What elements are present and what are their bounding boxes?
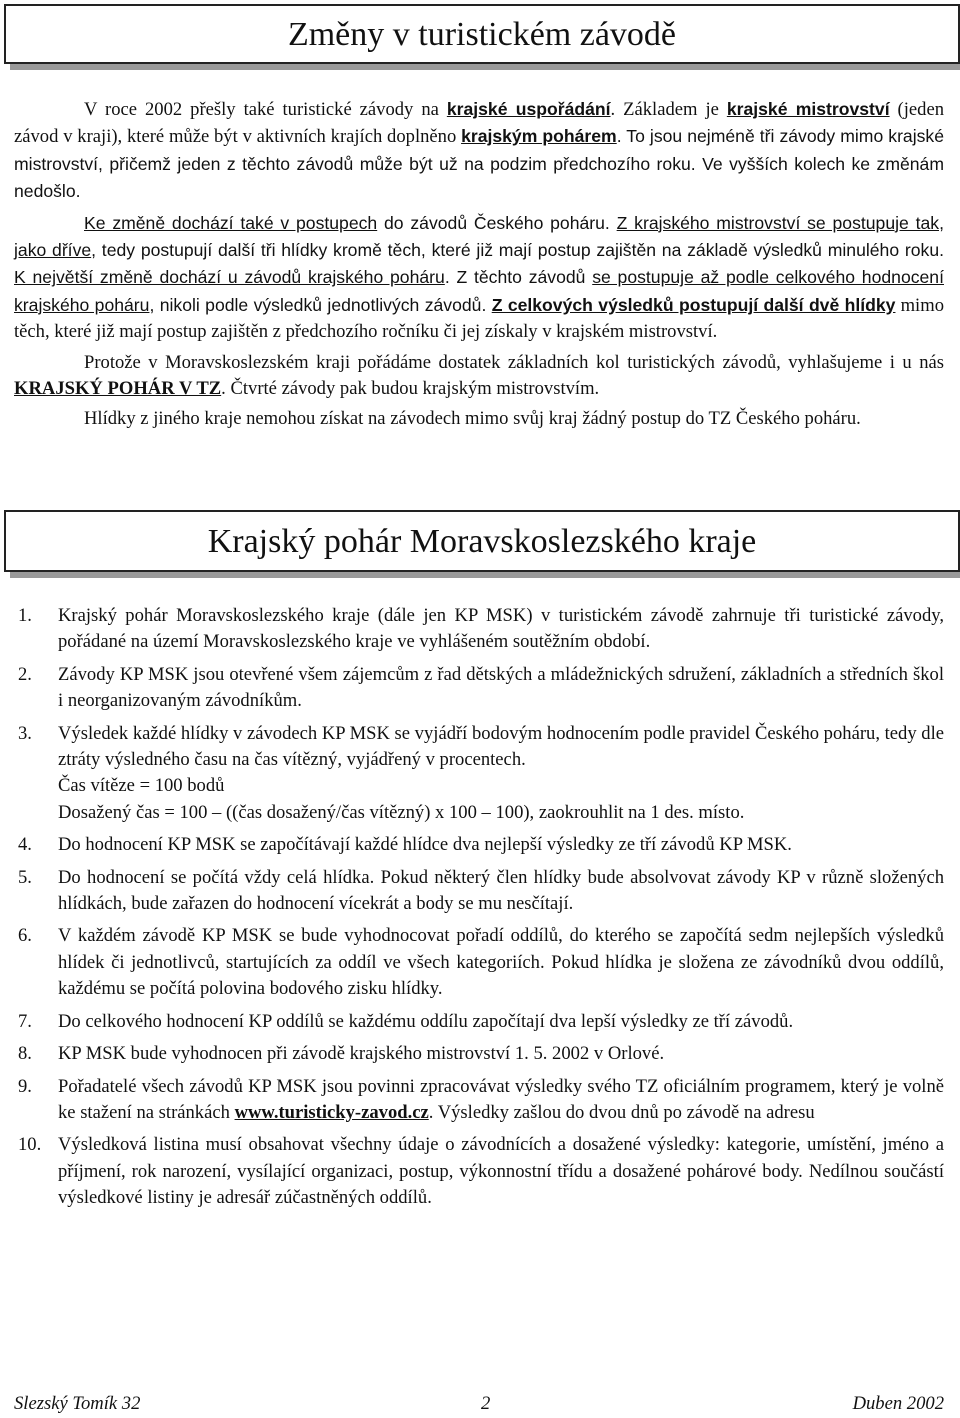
item-text: Do celkového hodnocení KP oddílů se každému oddílu započítají dva lepší výsledky ze tří závodů.: [58, 1010, 794, 1032]
text-run: (jeden závod v kraji), které může být v aktivních krajích doplněno: [14, 99, 944, 148]
item-number: 8.: [18, 1043, 32, 1065]
emphasis-krajske-usporadani: krajské uspořádání: [446, 99, 611, 119]
item-text: KP MSK bude vyhodnocen při závodě krajského mistrovství 1. 5. 2002 v Orlové.: [58, 1043, 665, 1065]
list-item: [14, 662, 944, 715]
text-run: mimo těch, které již mají postup zajištěn z předchozího ročníku či jej získaly v krajském mistrovství.: [14, 294, 944, 343]
list-item: [14, 1041, 944, 1067]
item-text: Do hodnocení se počítá vždy celá hlídka. Pokud některý člen hlídky bude absolvovat závody KP v různě složených hlídkách, bude zařazen do hodnocení vícekrát a body se mu nesčítají.: [58, 866, 944, 915]
emphasis-krajske-mistrovstvi: krajské mistrovství: [726, 99, 890, 119]
item-text: Výsledek každé hlídky v závodech KP MSK se vyjádří bodovým hodnocením podle pravidel Českého poháru, tedy dle ztráty výsledného času na čas vítězný, vyjádřený v procentech.: [58, 722, 944, 771]
item-text: . Výsledky zašlou do dvou dnů po závodě na adresu: [428, 1101, 815, 1123]
text-run: , nikoli podle výsledků jednotlivých závodů.: [149, 294, 492, 315]
section-title: Krajský pohár Moravskoslezského kraje: [207, 523, 757, 560]
emphasis-krajsky-pohar: krajským pohárem: [461, 126, 617, 147]
emphasis-celkove-vysledky: Z celkových výsledků postupují další dvě hlídky: [491, 294, 896, 315]
text-run: . To jsou nejméně tři závody mimo krajské mistrovství, přičemž jeden z těchto závodů může být už na podzim předchozího roku. Ve vyšších kolech ke změnám nedošlo.: [14, 126, 944, 202]
text-run: Protože v Moravskoslezském kraji pořádáme dostatek základních kol turistických závodů, vyhlašujeme i u nás: [84, 351, 944, 373]
list-item: [14, 603, 944, 656]
footer-publication: Slezský Tomík 32: [14, 1393, 141, 1414]
text-run: do závodů Českého poháru.: [377, 212, 617, 233]
underlined-text: K největší změně dochází u závodů krajského poháru: [14, 267, 445, 288]
item-text: Závody KP MSK jsou otevřené všem zájemcům z řad dětských a mládežnických sdružení, základních a středních škol i neorganizovaným závodníkům.: [58, 663, 944, 712]
item-number: 10.: [18, 1134, 42, 1156]
item-number: 2.: [18, 663, 32, 685]
item-number: 6.: [18, 925, 32, 947]
item-number: 5.: [18, 866, 32, 888]
item-text: Výsledková listina musí obsahovat všechny údaje o závodnících a dosažené výsledky: kategorie, umístění, jméno a příjmení, rok narození, vysílající organizaci, postup, výkonnostní třídu a dosažené pohárové body. Nedílnou součástí výsledkové listiny je adresář zúčastněných oddílů.: [58, 1134, 944, 1209]
intro-section: [14, 96, 944, 433]
item-number: 4.: [18, 834, 32, 856]
emphasis-krajsky-pohar-tz: KRAJSKÝ POHÁR V TZ: [14, 378, 222, 400]
item-text: V každém závodě KP MSK se bude vyhodnocovat pořadí oddílů, do kterého se započítá sedm nejlepších výsledků hlídek či jednotlivců, startujících za oddíl ve všech kategoriích. Pokud hlídka je složena ze závodníků dvou oddílů, každému se počítá polovina bodového zisku hlídky.: [58, 925, 944, 1000]
underlined-text: se postupuje až podle celkového hodnocení krajského poháru: [14, 267, 944, 315]
text-run: , tedy postupují další tři hlídky kromě těch, které již mají postup zajištěn na základě výsledků minulého roku.: [91, 240, 944, 261]
footer-date: Duben 2002: [852, 1393, 944, 1414]
footer-page-number: 2: [481, 1393, 491, 1414]
intro-paragraph-3: [14, 350, 944, 403]
underlined-text: Z krajského mistrovství se postupuje tak, jako dříve: [14, 212, 944, 261]
underlined-text: Ke změně dochází také v postupech: [84, 212, 378, 233]
website-link[interactable]: www.turisticky-zavod.cz: [234, 1101, 429, 1123]
list-item: [14, 865, 944, 918]
list-item: [14, 1132, 944, 1211]
item-number: 3.: [18, 722, 32, 744]
list-item: [14, 1074, 944, 1127]
item-number: 7.: [18, 1010, 32, 1032]
item-number: 9.: [18, 1075, 32, 1097]
page-title: Změny v turistickém závodě: [287, 16, 677, 53]
list-item: [14, 721, 944, 827]
item-text: Krajský pohár Moravskoslezského kraje (dále jen KP MSK) v turistickém závodě zahrnuje tři turistické závody, pořádané na území Moravskoslezského kraje ve vyhlášeném soutěžním období.: [58, 605, 944, 653]
list-item: [14, 1009, 944, 1035]
item-text: Do hodnocení KP MSK se započítávají každé hlídce dva nejlepší výsledky ze tří závodů KP MSK.: [58, 834, 792, 856]
text-run: . Z těchto závodů: [444, 267, 593, 288]
formula-winner-time: Čas vítěze = 100 bodů: [58, 775, 225, 797]
list-item: [14, 832, 944, 858]
text-run: V roce 2002 přešly také turistické závody na: [84, 99, 447, 120]
item-number: 1.: [18, 605, 32, 626]
intro-paragraph-1: [14, 96, 944, 206]
text-run: . Základem je: [610, 99, 727, 120]
intro-paragraph-4: Hlídky z jiného kraje nemohou získat na závodech mimo svůj kraj žádný postup do TZ Českého poháru.: [84, 408, 861, 430]
text-run: . Čtvrté závody pak budou krajským mistrovstvím.: [221, 378, 600, 400]
formula-achieved-time: Dosažený čas = 100 – ((čas dosažený/čas vítězný) x 100 – 100), zaokrouhlit na 1 des. místo.: [58, 801, 745, 823]
intro-paragraph-2: [14, 210, 944, 346]
rules-list: [14, 603, 944, 1218]
item-text: Pořadatelé všech závodů KP MSK jsou povinni zpracovávat výsledky svého TZ oficiálním programem, který je volně ke stažení na stránkách: [58, 1075, 944, 1123]
section-title-box: [4, 4, 960, 64]
section-title-box: [4, 510, 960, 572]
list-item: [14, 923, 944, 1002]
